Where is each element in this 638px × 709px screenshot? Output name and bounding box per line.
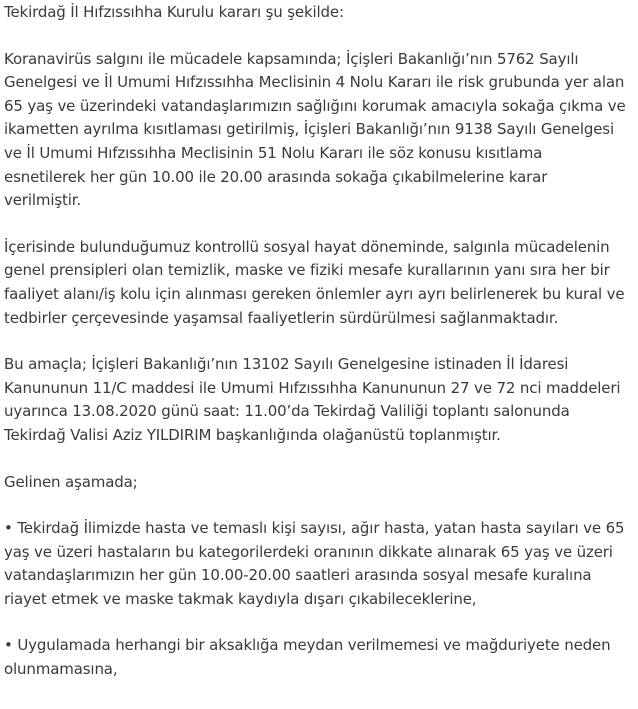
- bullet-item: • Uygulamada herhangi bir aksaklığa meydan verilmemesi ve mağduriyete neden olunmamasına,: [4, 636, 611, 679]
- article-body: [0, 1, 638, 682]
- bullet-item: • Tekirdağ İlimizde hasta ve temaslı kişi sayısı, ağır hasta, yatan hasta sayıları ve 65 yaş ve üzeri hastaların bu kategorilerdeki oranının dikkate alınarak 65 yaş ve üzeri vatandaşlarımızın her gün 10.00-20.00 saatleri arasında sosyal mesafe kuralına riayet etmek ve maske takmak kaydıyla dışarı çıkabileceklerine,: [4, 519, 625, 608]
- article-paragraph: İçerisinde bulunduğumuz kontrollü sosyal hayat döneminde, salgınla mücadelenin genel prensipleri olan temizlik, maske ve fiziki mesafe kurallarının yanı sıra her bir faaliyet alanı/iş kolu için alınması gereken önlemler ayrı ayrı belirlenerek bu kural ve tedbirler çerçevesinde yaşamsal faaliyetlerin sürdürülmesi sağlanmaktadır.: [4, 237, 625, 327]
- article-paragraph: Koranavirüs salgını ile mücadele kapsamında; İçişleri Bakanlığı’nın 5762 Sayılı Genelgesi ve İl Umumi Hıfzıssıhha Meclisinin 4 Nolu Kararı ile risk grubunda yer alan 65 yaş ve üzerindeki vatandaşlarımızın sağlığını korumak amacıyla sokağa çıkma ve ikametten ayrılma kısıtlaması getirilmiş, İçişleri Bakanlığı’nın 9138 Sayılı Genelgesi ve İl Umumi Hıfzıssıhha Meclisinin 51 Nolu Kararı ile söz konusu kısıtlama esnetilerek her gün 10.00 ile 20.00 arasında sokağa çıkabilmelerine karar verilmiştir.: [4, 49, 626, 210]
- article-paragraph: Gelinen aşamada;: [4, 472, 138, 491]
- article-paragraph: Bu amaçla; İçişleri Bakanlığı’nın 13102 Sayılı Genelgesine istinaden İl İdaresi Kanununun 11/C maddesi ile Umumi Hıfzıssıhha Kanununun 27 ve 72 nci maddeleri uyarınca 13.08.2020 günü saat: 11.00’da Tekirdağ Valiliği toplantı salonunda Tekirdağ Valisi Aziz YILDIRIM başkanlığında olağanüstü toplanmıştır.: [4, 355, 621, 444]
- article-intro: Tekirdağ İl Hıfzıssıhha Kurulu kararı şu şekilde:: [4, 3, 344, 21]
